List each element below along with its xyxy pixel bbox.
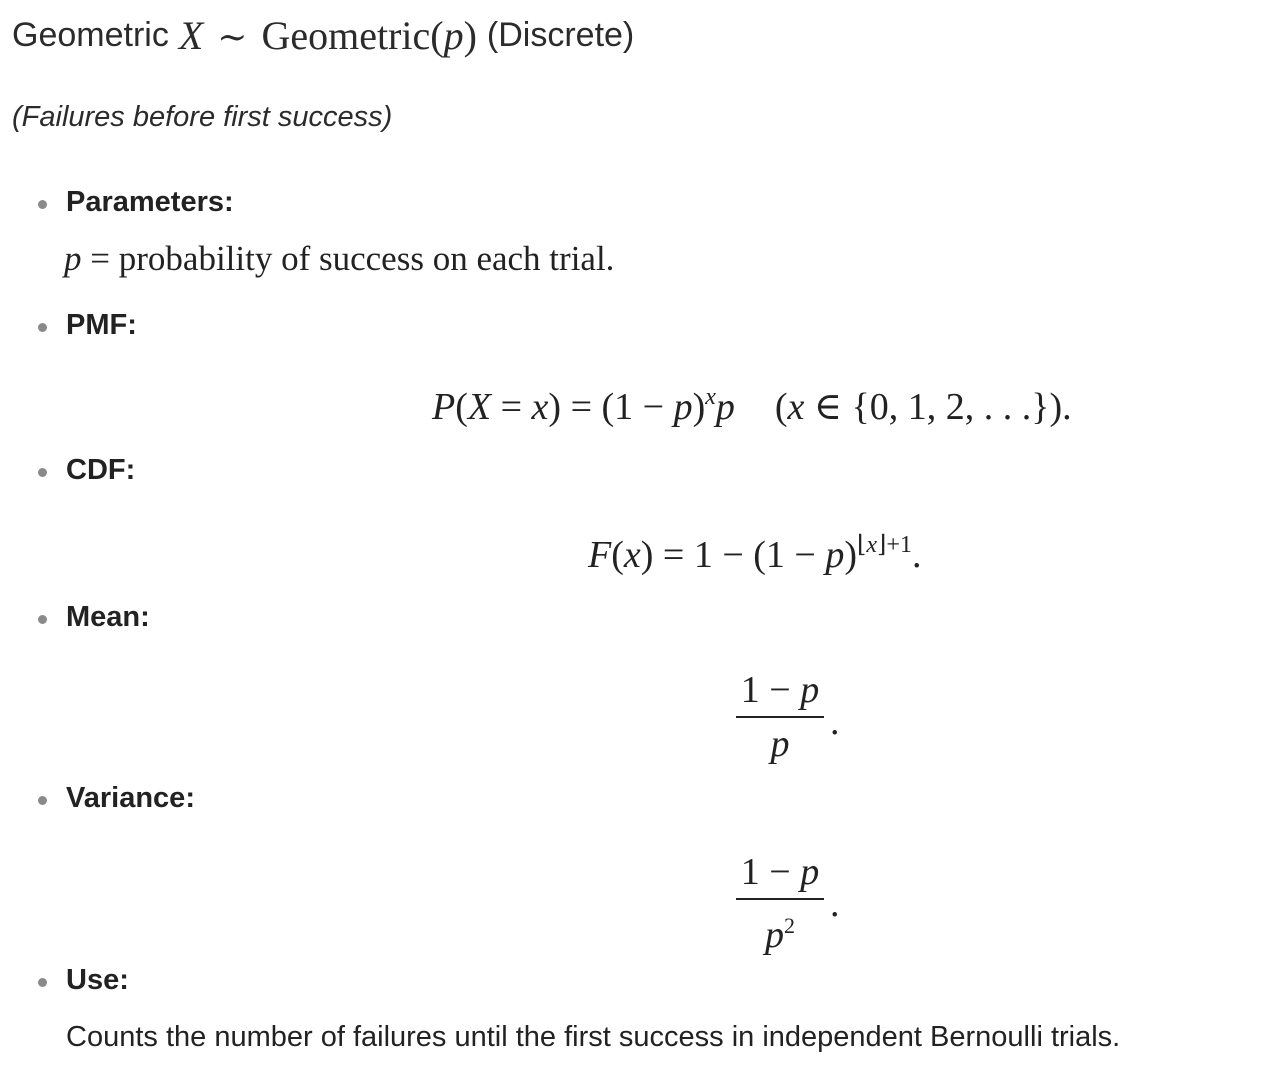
pmf-exponent: x <box>705 384 716 410</box>
pmf-sym: p <box>673 386 693 428</box>
title-math-param: p <box>443 12 464 58</box>
mean-denominator: p <box>770 722 790 765</box>
pmf-sym: x <box>531 386 549 428</box>
cdf-sym: F <box>588 534 612 576</box>
cdf-sym: p <box>825 534 845 576</box>
pmf-sym: ( <box>774 386 788 428</box>
variance-den-exp: 2 <box>784 912 795 938</box>
bullet-icon <box>38 796 47 805</box>
variance-num-const: 1 − <box>740 851 801 893</box>
cdf-floor-open: ⌊ <box>857 532 867 558</box>
mean-fraction <box>736 668 824 766</box>
pmf-sym: X <box>467 386 492 428</box>
variance-fraction <box>736 850 824 957</box>
title-math-rel: ∼ <box>217 16 248 57</box>
page-title <box>12 12 634 58</box>
mean-label: Mean: <box>66 601 150 633</box>
cdf-label: CDF: <box>66 454 136 486</box>
cdf-floor-close: ⌋+1 <box>877 532 912 558</box>
cdf-sym: ( <box>611 534 624 576</box>
bullet-icon <box>38 615 47 624</box>
cdf-sym: ) <box>844 534 858 576</box>
pmf-domain: ∈ {0, 1, 2, . . .}). <box>804 386 1072 428</box>
pmf-formula <box>432 384 1072 429</box>
pmf-sym: x <box>787 386 805 428</box>
bullet-icon <box>38 200 47 209</box>
cdf-exp-var: x <box>866 532 878 558</box>
cdf-formula <box>588 530 921 577</box>
parameters-text: probability of success on each trial. <box>118 239 615 278</box>
fraction-bar <box>736 898 824 900</box>
pmf-sym: P <box>432 386 456 428</box>
title-suffix: (Discrete) <box>486 15 635 54</box>
pmf-sym: ) <box>548 386 562 428</box>
title-math <box>179 12 477 59</box>
pmf-sym: = (1 − <box>561 386 674 428</box>
title-math-dist: Geometric( <box>261 12 444 58</box>
pmf-sym: = <box>491 386 532 428</box>
mean-numerator <box>737 668 823 712</box>
mean-num-var: p <box>800 669 820 711</box>
parameters-math-var: p <box>64 239 82 278</box>
variance-numerator <box>737 850 823 894</box>
variance-label: Variance: <box>66 782 195 814</box>
title-math-var: X <box>178 12 204 58</box>
variance-den-var: p <box>765 913 784 956</box>
mean-period: . <box>830 701 840 743</box>
cdf-sym: ) = 1 − (1 − <box>640 534 826 576</box>
parameters-math-eq: = <box>90 239 110 278</box>
cdf-sym: . <box>911 534 922 576</box>
parameters-label: Parameters: <box>66 186 234 218</box>
title-prefix: Geometric <box>12 15 169 54</box>
parameters-description <box>64 239 614 279</box>
fraction-bar <box>736 716 824 718</box>
pmf-sym: ) <box>692 386 706 428</box>
cdf-exponent <box>857 532 912 558</box>
variance-denominator <box>765 904 795 957</box>
pmf-label: PMF: <box>66 309 137 341</box>
bullet-icon <box>38 468 47 477</box>
cdf-sym: x <box>623 534 641 576</box>
pmf-sym: p <box>715 386 735 428</box>
use-description: Counts the number of failures until the first success in independent Bernoulli trials. <box>66 1021 1121 1053</box>
variance-period: . <box>830 883 840 925</box>
bullet-icon <box>38 978 47 987</box>
title-math-close: ) <box>463 12 477 58</box>
bullet-icon <box>38 323 47 332</box>
subtitle: (Failures before first success) <box>12 101 393 133</box>
variance-num-var: p <box>800 851 820 893</box>
mean-num-const: 1 − <box>740 669 801 711</box>
pmf-sym: ( <box>455 386 468 428</box>
use-label: Use: <box>66 964 129 996</box>
